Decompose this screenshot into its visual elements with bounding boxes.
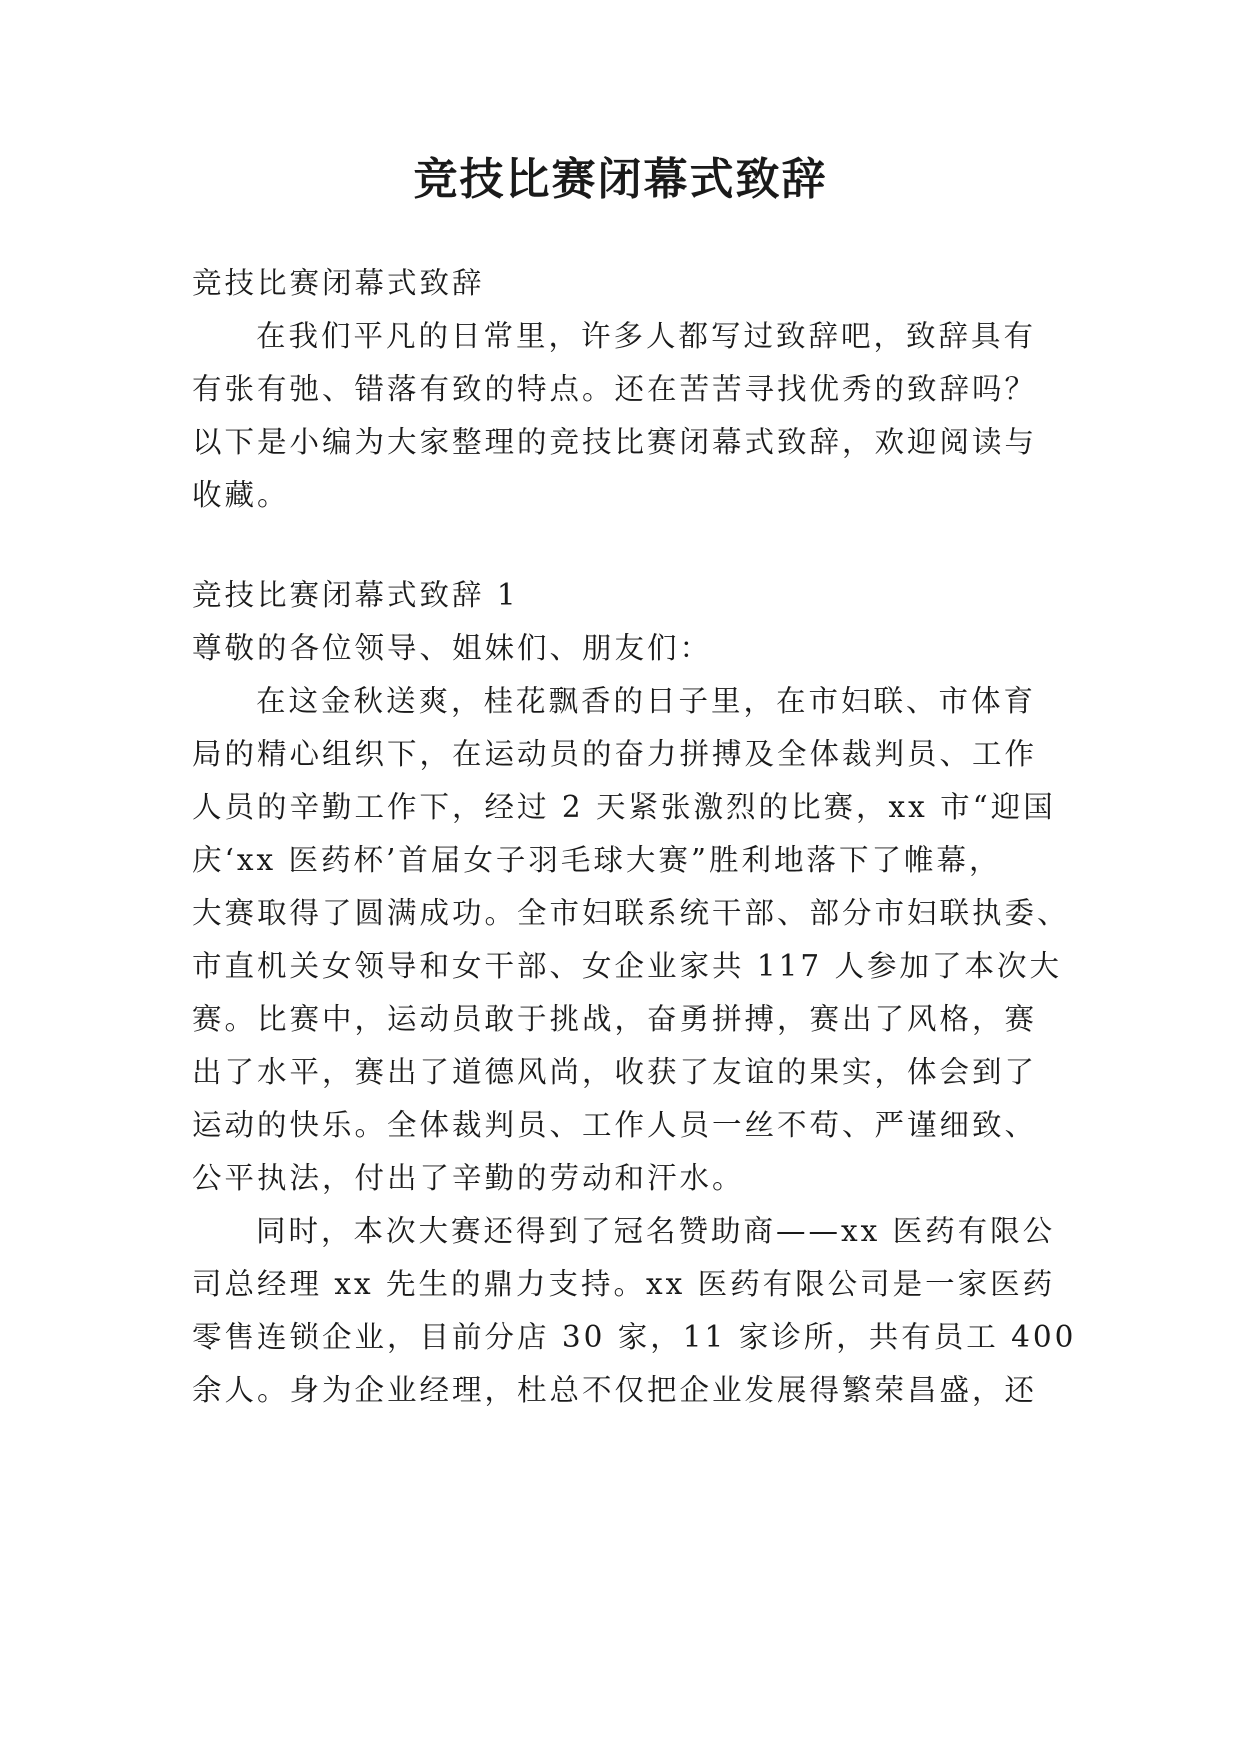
paragraph-line: 出了水平，赛出了道德风尚，收获了友谊的果实，体会到了: [192, 1055, 1038, 1089]
paragraph-line: 人员的辛勤工作下，经过 2 天紧张激烈的比赛，xx 市“迎国: [192, 790, 1056, 824]
paragraph-line: 大赛取得了圆满成功。全市妇联系统干部、部分市妇联执委、: [192, 896, 1070, 930]
paragraph-line: 同时，本次大赛还得到了冠名赞助商——xx 医药有限公: [256, 1214, 1056, 1248]
subheading: 竞技比赛闭幕式致辞: [192, 266, 485, 300]
paragraph-line: 以下是小编为大家整理的竞技比赛闭幕式致辞，欢迎阅读与: [192, 425, 1038, 459]
paragraph-line: 赛。比赛中，运动员敢于挑战，奋勇拼搏，赛出了风格，赛: [192, 1002, 1038, 1036]
salutation: 尊敬的各位领导、姐妹们、朋友们：: [192, 631, 713, 665]
paragraph-line: 有张有弛、错落有致的特点。还在苦苦寻找优秀的致辞吗？: [192, 372, 1038, 406]
paragraph-line: 在我们平凡的日常里，许多人都写过致辞吧，致辞具有: [256, 319, 1037, 353]
paragraph-line: 收藏。: [192, 478, 290, 512]
paragraph-line: 司总经理 xx 先生的鼎力支持。xx 医药有限公司是一家医药: [192, 1267, 1056, 1301]
document-title: 竞技比赛闭幕式致辞: [413, 154, 828, 205]
paragraph-line: 零售连锁企业，目前分店 30 家，11 家诊所，共有员工 400: [192, 1320, 1077, 1354]
paragraph-line: 局的精心组织下，在运动员的奋力拼搏及全体裁判员、工作: [192, 737, 1038, 771]
paragraph-line: 公平执法，付出了辛勤的劳动和汗水。: [192, 1161, 745, 1195]
paragraph-line: 市直机关女领导和女干部、女企业家共 117 人参加了本次大: [192, 949, 1063, 983]
section-heading: 竞技比赛闭幕式致辞 1: [192, 578, 519, 612]
paragraph-line: 庆‘xx 医药杯’首届女子羽毛球大赛”胜利地落下了帷幕，: [192, 843, 1002, 877]
paragraph-line: 余人。身为企业经理，杜总不仅把企业发展得繁荣昌盛，还: [192, 1373, 1038, 1407]
paragraph-line: 运动的快乐。全体裁判员、工作人员一丝不苟、严谨细致、: [192, 1108, 1038, 1142]
paragraph-line: 在这金秋送爽，桂花飘香的日子里，在市妇联、市体育: [256, 684, 1037, 718]
